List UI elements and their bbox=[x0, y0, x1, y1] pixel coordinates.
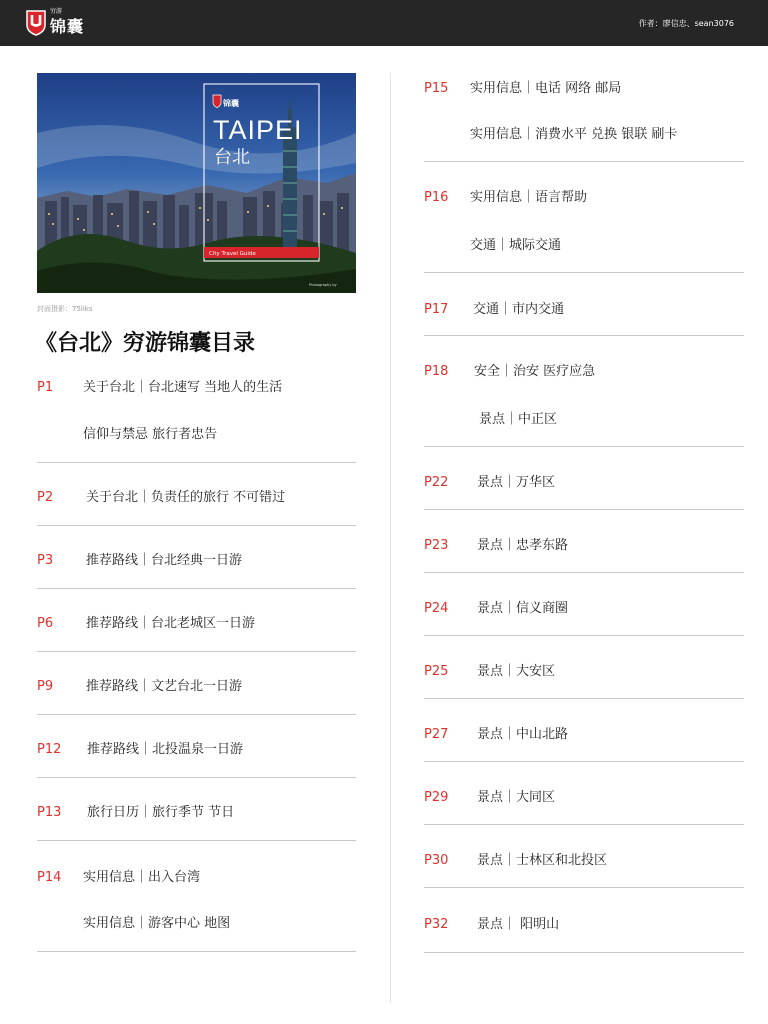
toc-entry[interactable] bbox=[424, 447, 744, 510]
toc-entry[interactable] bbox=[424, 636, 744, 699]
cover-city-en: TAIPEI bbox=[213, 115, 303, 145]
toc-page-number: P18 bbox=[424, 364, 449, 379]
toc-line: 景点｜士林区和北投区 bbox=[477, 853, 608, 868]
toc-page-number: P22 bbox=[424, 475, 449, 490]
toc-entry[interactable] bbox=[424, 573, 744, 636]
column-divider bbox=[390, 73, 391, 1003]
toc-line: 推荐路线｜台北经典一日游 bbox=[86, 553, 243, 568]
logo-main-text: 锦囊 bbox=[50, 17, 85, 36]
toc-entry[interactable] bbox=[424, 699, 744, 762]
toc-entry[interactable] bbox=[37, 652, 356, 715]
toc-line: 交通｜城际交通 bbox=[470, 238, 562, 253]
toc-entry[interactable] bbox=[37, 526, 356, 589]
toc-entry[interactable] bbox=[37, 778, 356, 841]
toc-page-number: P1 bbox=[37, 380, 54, 395]
shield-icon bbox=[26, 10, 46, 36]
toc-line: 实用信息｜出入台湾 bbox=[83, 870, 201, 885]
toc-line: 安全｜治安 医疗应急 bbox=[474, 364, 596, 379]
toc-line: 景点｜忠孝东路 bbox=[477, 538, 569, 553]
toc-entry[interactable] bbox=[424, 162, 744, 273]
toc-page-number: P23 bbox=[424, 538, 449, 553]
toc-entry[interactable] bbox=[424, 762, 744, 825]
toc-line: 景点｜信义商圈 bbox=[477, 601, 569, 616]
cover-illustration bbox=[37, 73, 356, 293]
toc-page-number: P2 bbox=[37, 490, 54, 505]
toc-left-column bbox=[37, 364, 356, 952]
toc-page-number: P30 bbox=[424, 853, 449, 868]
toc-entry[interactable] bbox=[424, 510, 744, 573]
toc-line: 实用信息｜游客中心 地图 bbox=[83, 916, 231, 931]
toc-page-number: P32 bbox=[424, 917, 449, 932]
toc-line: 景点｜ 阳明山 bbox=[477, 917, 560, 932]
cover-caption: 封面摄影：75liks bbox=[37, 305, 93, 313]
toc-entry[interactable] bbox=[37, 841, 356, 952]
toc-entry[interactable] bbox=[424, 336, 744, 447]
brand-logo[interactable] bbox=[26, 9, 84, 37]
toc-page-number: P3 bbox=[37, 553, 54, 568]
toc-page-number: P14 bbox=[37, 870, 62, 885]
toc-line: 关于台北｜台北速写 当地人的生活 bbox=[83, 380, 283, 395]
toc-page-number: P29 bbox=[424, 790, 449, 805]
toc-line: 旅行日历｜旅行季节 节日 bbox=[87, 805, 235, 820]
logo-text bbox=[50, 8, 85, 36]
toc-page-number: P6 bbox=[37, 616, 54, 631]
toc-line: 信仰与禁忌 旅行者忠告 bbox=[83, 427, 218, 442]
toc-page-number: P16 bbox=[424, 190, 449, 205]
cover-photo-credit: Photography by bbox=[309, 283, 337, 287]
toc-line: 交通｜市内交通 bbox=[473, 302, 565, 317]
toc-line: 景点｜大安区 bbox=[477, 664, 556, 679]
toc-page-number: P27 bbox=[424, 727, 449, 742]
toc-line: 景点｜万华区 bbox=[477, 475, 556, 490]
top-bar bbox=[0, 0, 768, 46]
toc-entry[interactable] bbox=[37, 589, 356, 652]
toc-entry[interactable] bbox=[37, 364, 356, 463]
toc-page-number: P25 bbox=[424, 664, 449, 679]
page-title: 《台北》穷游锦囊目录 bbox=[35, 331, 256, 356]
toc-page-number: P13 bbox=[37, 805, 62, 820]
toc-line: 景点｜中山北路 bbox=[477, 727, 569, 742]
cover-city-cn: 台北 bbox=[214, 147, 250, 168]
toc-line: 推荐路线｜北投温泉一日游 bbox=[87, 742, 244, 757]
toc-line: 景点｜中正区 bbox=[479, 412, 558, 427]
toc-line: 景点｜大同区 bbox=[477, 790, 556, 805]
toc-entry[interactable] bbox=[424, 888, 744, 953]
toc-page-number: P9 bbox=[37, 679, 54, 694]
toc-page-number: P17 bbox=[424, 302, 449, 317]
toc-line: 推荐路线｜台北老城区一日游 bbox=[86, 616, 256, 631]
cover-image bbox=[37, 73, 356, 293]
toc-page-number: P24 bbox=[424, 601, 449, 616]
toc-entry[interactable] bbox=[37, 463, 356, 526]
toc-line: 推荐路线｜文艺台北一日游 bbox=[86, 679, 243, 694]
toc-page-number: P15 bbox=[424, 81, 449, 96]
toc-entry[interactable] bbox=[424, 66, 744, 162]
toc-line: 关于台北｜负责任的旅行 不可错过 bbox=[86, 490, 286, 505]
toc-page-number: P12 bbox=[37, 742, 62, 757]
toc-line: 实用信息｜电话 网络 邮局 bbox=[470, 81, 622, 96]
cover-guide-label: City Travel Guide bbox=[209, 251, 256, 257]
toc-entry[interactable] bbox=[424, 273, 744, 336]
cover-brand: 锦囊 bbox=[223, 99, 239, 108]
toc-entry[interactable] bbox=[424, 825, 744, 888]
toc-line: 实用信息｜消费水平 兑换 银联 刷卡 bbox=[470, 127, 678, 142]
toc-entry[interactable] bbox=[37, 715, 356, 778]
logo-small-text: 穷游 bbox=[50, 8, 63, 15]
toc-line: 实用信息｜语言帮助 bbox=[470, 190, 588, 205]
author-credit: 作者：廖信忠、sean3076 bbox=[638, 19, 734, 28]
toc-right-column bbox=[424, 66, 744, 953]
